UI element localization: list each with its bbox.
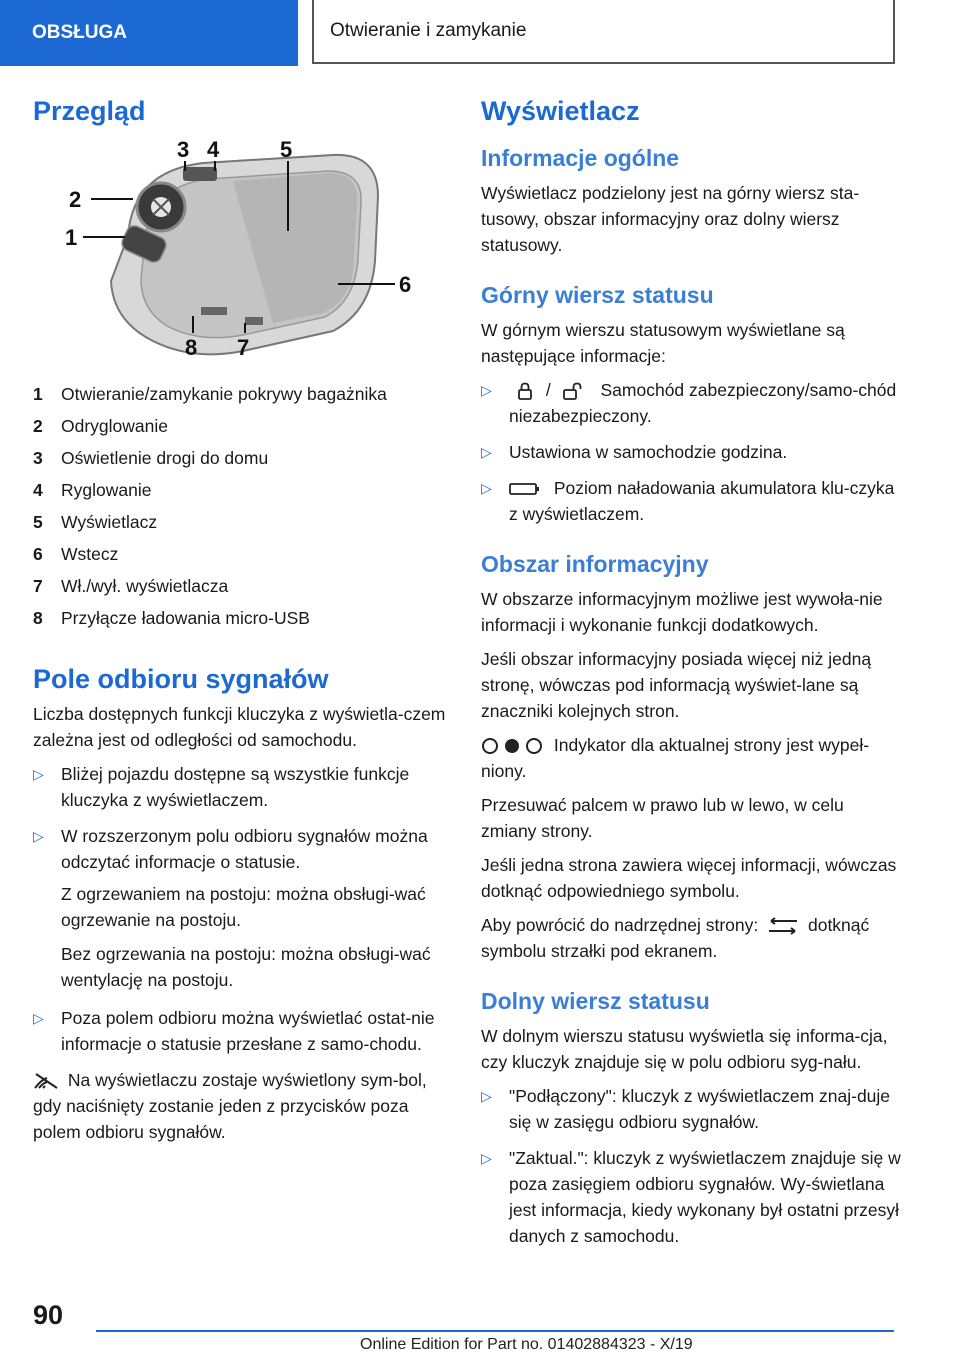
bottom-status-title: Dolny wiersz statusu bbox=[481, 988, 710, 1014]
legend-item: 2 Odryglowanie bbox=[33, 416, 168, 436]
info-area-text-3: Indykator dla aktualnej strony jest wypeł-niony. bbox=[481, 735, 870, 781]
legend-item: 6 Wstecz bbox=[33, 544, 119, 564]
info-area-title: Obszar informacyjny bbox=[481, 551, 709, 577]
bullet-triangle-icon: ▷ bbox=[481, 444, 492, 460]
left-column bbox=[33, 96, 448, 1153]
list-item: ▷ W rozszerzonym polu odbioru sygnałów można odczytać informacje o statusie. bbox=[33, 823, 448, 875]
list-item: ▷ Ustawiona w samochodzie godzina. bbox=[481, 439, 901, 465]
edition-text: Online Edition for Part no. 01402884323 - X/19 bbox=[360, 1336, 693, 1353]
info-area-text-2: Jeśli obszar informacyjny posiada więcej niż jedną stronę, wówczas pod informacją wyświet-lane są znaczniki kolejnych stron. bbox=[481, 649, 872, 721]
callout-2: 2 bbox=[69, 187, 82, 212]
back-arrow-icon bbox=[763, 917, 803, 935]
callout-5: 5 bbox=[280, 141, 293, 162]
legend-item: 1 Otwieranie/zamykanie pokrywy bagażnika bbox=[33, 384, 387, 404]
page-indicator-icon bbox=[481, 737, 545, 755]
unlocked-icon bbox=[562, 381, 588, 401]
locked-icon bbox=[515, 381, 535, 401]
slash-separator: / bbox=[545, 380, 551, 400]
page-header bbox=[0, 0, 960, 66]
callout-4: 4 bbox=[207, 141, 220, 162]
info-area-text-1: W obszarze informacyjnym możliwe jest wywoła-nie informacji i wykonanie funkcji dodatkowych. bbox=[481, 589, 883, 635]
reception-bullets-2 bbox=[33, 1005, 448, 1057]
bullet-triangle-icon: ▷ bbox=[33, 828, 44, 844]
top-status-intro: W górnym wierszu statusowym wyświetlane są następujące informacje: bbox=[481, 320, 845, 366]
callout-8: 8 bbox=[185, 335, 198, 360]
display-title: Wyświetlacz bbox=[481, 96, 640, 126]
info-area-text-5: Jeśli jedna strona zawiera więcej informacji, wówczas dotknąć odpowiedniego symbolu. bbox=[481, 855, 897, 901]
overview-title: Przegląd bbox=[33, 96, 146, 126]
list-item: ▷ / Samochód zabezpieczony/samo-chód niezabezpieczony. bbox=[481, 377, 901, 429]
list-item: ▷ Poza polem odbioru można wyświetlać ostat-nie informacje o statusie przesłane z samo-chodu. bbox=[33, 1005, 448, 1057]
callout-1: 1 bbox=[65, 225, 78, 250]
reception-bullets bbox=[33, 761, 448, 875]
callout-3: 3 bbox=[177, 141, 190, 162]
bullet-triangle-icon: ▷ bbox=[481, 480, 492, 496]
bullet-triangle-icon: ▷ bbox=[33, 766, 44, 782]
no-heating-note: Bez ogrzewania na postoju: można obsługi-wać wentylację na postoju. bbox=[61, 944, 431, 990]
legend-item: 3 Oświetlenie drogi do domu bbox=[33, 448, 269, 468]
legend-item: 8 Przyłącze ładowania micro-USB bbox=[33, 608, 310, 628]
legend-item: 7 Wł./wył. wyświetlacza bbox=[33, 576, 229, 596]
list-item: ▷ "Zaktual.": kluczyk z wyświetlaczem znajduje się w poza zasięgiem odbioru sygnałów. Wy-świetlana jest informacja, kiedy wykonany był ostatni przesył danych z samochodu. bbox=[481, 1145, 901, 1249]
bullet-triangle-icon: ▷ bbox=[33, 1010, 44, 1026]
bottom-status-intro: W dolnym wierszu statusu wyświetla się informa-cja, czy kluczyk znajduje się w polu odbioru syg-nału. bbox=[481, 1026, 888, 1072]
top-status-title: Górny wiersz statusu bbox=[481, 282, 714, 308]
heating-note: Z ogrzewaniem na postoju: można obsługi-wać ogrzewanie na postoju. bbox=[61, 884, 426, 930]
legend-item: 5 Wyświetlacz bbox=[33, 512, 158, 532]
footer-divider bbox=[96, 1330, 894, 1332]
figure-legend bbox=[33, 378, 448, 634]
reception-intro: Liczba dostępnych funkcji kluczyka z wyświetla-czem zależna jest od odległości od samochodu. bbox=[33, 704, 446, 750]
bottom-status-bullets bbox=[481, 1083, 901, 1249]
list-item: ▷ "Podłączony": kluczyk z wyświetlaczem znaj-duje się w zasięgu odbioru sygnałów. bbox=[481, 1083, 901, 1135]
right-column bbox=[481, 96, 901, 1259]
info-area-text-6: Aby powrócić do nadrzędnej strony: dotknąć symbolu strzałki pod ekranem. bbox=[481, 915, 870, 961]
reception-title: Pole odbioru sygnałów bbox=[33, 664, 329, 694]
key-figure bbox=[33, 141, 453, 369]
no-signal-note: Na wyświetlaczu zostaje wyświetlony sym-bol, gdy naciśnięty zostanie jeden z przycisków poza polem odbioru sygnałów. bbox=[33, 1070, 427, 1142]
no-signal-icon bbox=[33, 1072, 63, 1090]
list-item: ▷ Bliżej pojazdu dostępne są wszystkie funkcje kluczyka z wyświetlaczem. bbox=[33, 761, 448, 813]
list-item: ▷ Poziom naładowania akumulatora klu-czyka z wyświetlaczem. bbox=[481, 475, 901, 527]
chapter-tab: Otwieranie i zamykanie bbox=[312, 0, 895, 64]
section-tab: OBSŁUGA bbox=[0, 0, 298, 66]
bullet-triangle-icon: ▷ bbox=[481, 1088, 492, 1104]
callout-6: 6 bbox=[399, 272, 412, 297]
general-info-text: Wyświetlacz podzielony jest na górny wiersz sta-tusowy, obszar informacyjny oraz dolny wiersz statusowy. bbox=[481, 183, 860, 255]
battery-icon bbox=[509, 481, 541, 497]
info-area-text-4: Przesuwać palcem w prawo lub w lewo, w celu zmiany strony. bbox=[481, 795, 844, 841]
bullet-triangle-icon: ▷ bbox=[481, 1150, 492, 1166]
page-number: 90 bbox=[33, 1300, 64, 1330]
bullet-triangle-icon: ▷ bbox=[481, 382, 492, 398]
callout-7: 7 bbox=[237, 335, 250, 360]
top-status-bullets bbox=[481, 377, 901, 527]
general-info-title: Informacje ogólne bbox=[481, 145, 680, 171]
legend-item: 4 Ryglowanie bbox=[33, 480, 152, 500]
